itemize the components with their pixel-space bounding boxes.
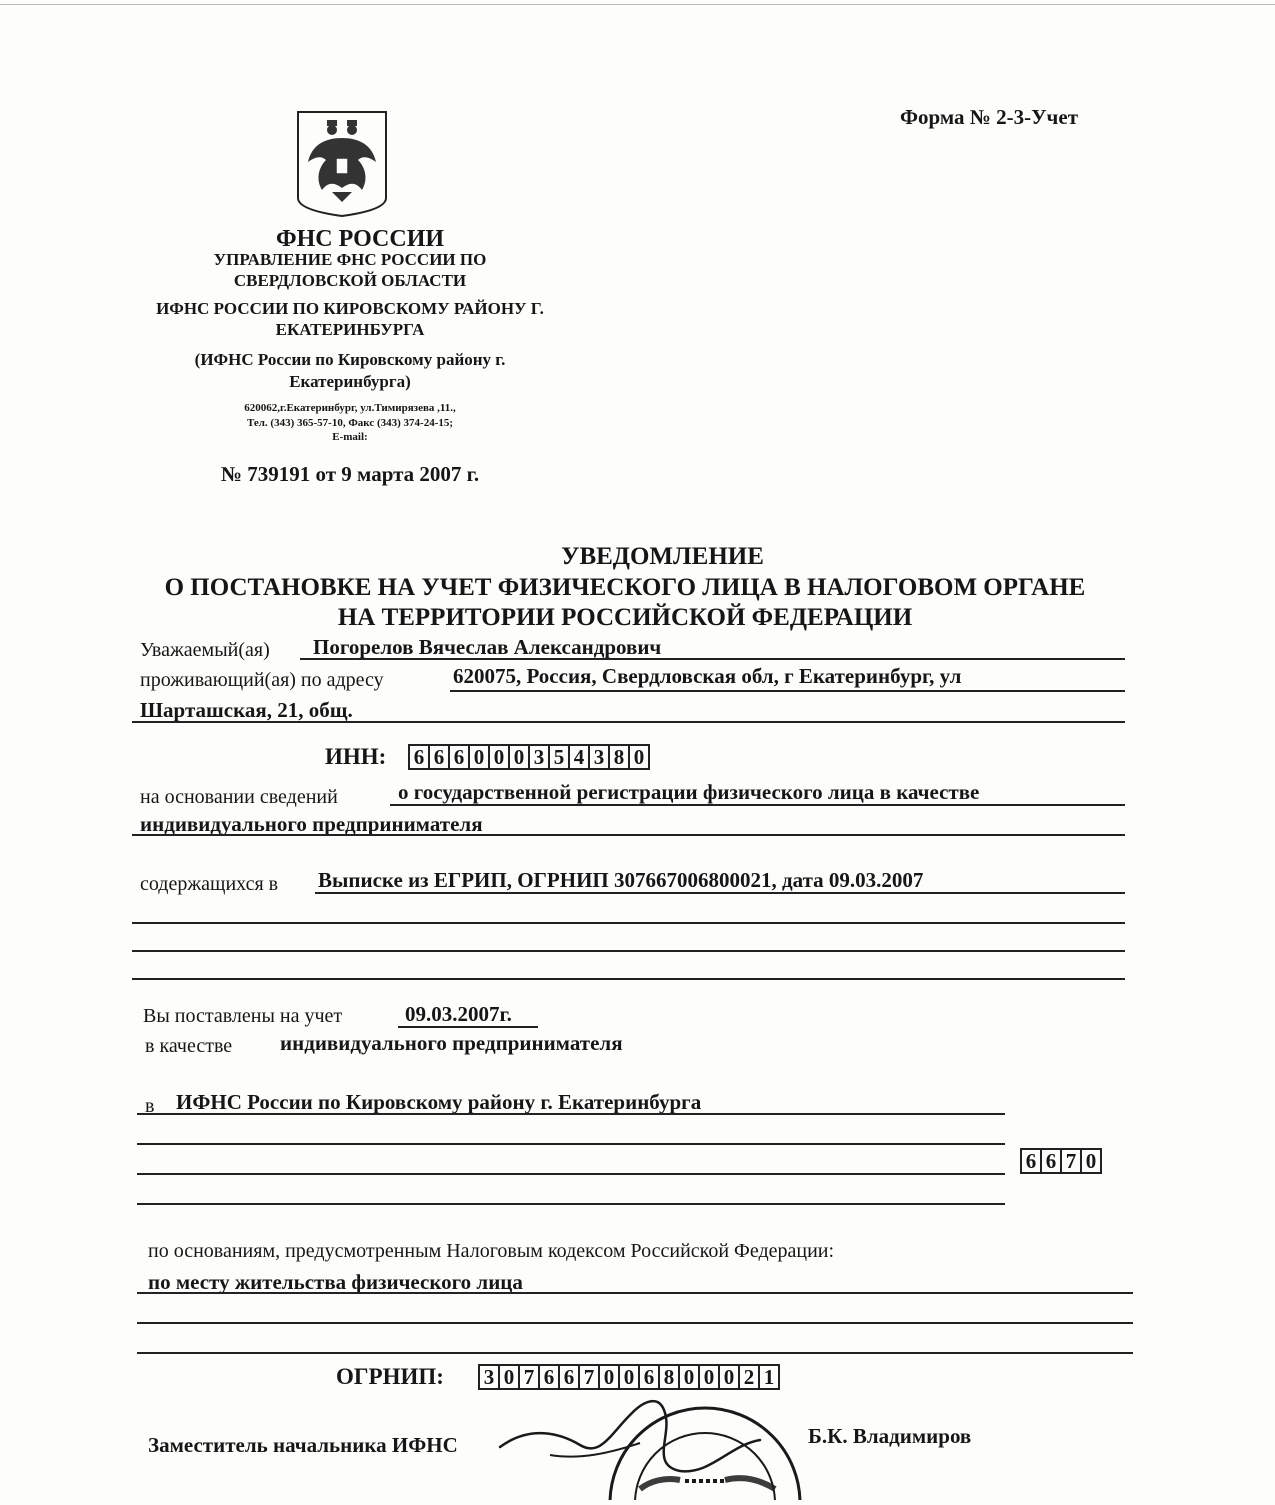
ogrnip-digit: 7 bbox=[580, 1366, 600, 1388]
grounds-blank-line-1 bbox=[137, 1322, 1133, 1324]
inspection-code-digit: 6 bbox=[1042, 1150, 1062, 1172]
addressee-label: Уважаемый(ая) bbox=[140, 639, 270, 661]
grounds-underline bbox=[137, 1292, 1133, 1294]
inn-digit: 4 bbox=[570, 746, 590, 768]
signature-and-stamp bbox=[490, 1385, 890, 1500]
inn-digit: 3 bbox=[590, 746, 610, 768]
ogrnip-digit: 3 bbox=[480, 1366, 500, 1388]
inn-label: ИНН: bbox=[325, 744, 387, 769]
basis-value-1: о государственной регистрации физического лица в качестве bbox=[398, 780, 980, 804]
ogrnip-digit: 0 bbox=[500, 1366, 520, 1388]
title-line-3: НА ТЕРРИТОРИИ РОССИЙСКОЙ ФЕДЕРАЦИИ bbox=[337, 604, 913, 631]
addressee-name: Погорелов Вячеслав Александрович bbox=[313, 635, 662, 659]
registration-date: 09.03.2007г. bbox=[405, 1002, 512, 1026]
ogrnip-digit: 0 bbox=[600, 1366, 620, 1388]
addressee-underline bbox=[300, 658, 1125, 660]
address-underline-1 bbox=[450, 690, 1125, 692]
inspection-code-digit: 6 bbox=[1022, 1150, 1042, 1172]
inspection-line-2: ЕКАТЕРИНБУРГА bbox=[275, 320, 425, 339]
ogrnip-digit: 0 bbox=[620, 1366, 640, 1388]
grounds-label: по основаниям, предусмотренным Налоговым кодексом Российской Федерации: bbox=[148, 1240, 835, 1262]
office-phones: Тел. (343) 365-57-10, Факс (343) 374-24-15; bbox=[246, 417, 454, 429]
inspection-blank-line-3 bbox=[137, 1203, 1005, 1205]
ogrnip-digit: 6 bbox=[560, 1366, 580, 1388]
ogrnip-digit: 2 bbox=[740, 1366, 760, 1388]
document-number: № 739191 от 9 марта 2007 г. bbox=[220, 462, 480, 486]
grounds-blank-line-2 bbox=[137, 1352, 1133, 1354]
as-value: индивидуального предпринимателя bbox=[280, 1031, 623, 1055]
inn-digit: 0 bbox=[510, 746, 530, 768]
source-underline bbox=[315, 892, 1125, 894]
ogrnip-digit: 6 bbox=[540, 1366, 560, 1388]
inn-digit: 0 bbox=[633, 745, 645, 769]
title-line-2: О ПОСТАНОВКЕ НА УЧЕТ ФИЗИЧЕСКОГО ЛИЦА В НАЛОГОВОМ ОРГАНЕ bbox=[164, 574, 1086, 601]
registration-date-underline bbox=[398, 1026, 538, 1028]
ogrnip-digit: 6 bbox=[640, 1366, 660, 1388]
address-label: проживающий(ая) по адресу bbox=[140, 669, 384, 691]
inn-digit: 6 bbox=[410, 746, 430, 768]
blank-line-3 bbox=[132, 978, 1125, 980]
scan-edge bbox=[0, 4, 1275, 5]
inn-digit: 8 bbox=[610, 746, 630, 768]
inspection-blank-line-1 bbox=[137, 1143, 1005, 1145]
inspection-line-1: ИФНС РОССИИ ПО КИРОВСКОМУ РАЙОНУ Г. bbox=[156, 299, 544, 318]
basis-underline-2 bbox=[132, 834, 1125, 836]
inn-digit: 6 bbox=[450, 746, 470, 768]
title-line-1: УВЕДОМЛЕНИЕ bbox=[561, 543, 764, 570]
office-email-label: E-mail: bbox=[332, 431, 368, 443]
inn-digit: 0 bbox=[470, 746, 490, 768]
short-name-line-1: (ИФНС России по Кировскому району г. bbox=[194, 350, 506, 369]
short-name-line-2: Екатеринбурга) bbox=[289, 372, 411, 391]
inn-digit: 3 bbox=[530, 746, 550, 768]
ogrnip-label: ОГРНИП: bbox=[336, 1364, 444, 1389]
inspection-code-digit: 7 bbox=[1062, 1150, 1082, 1172]
inspection-underline bbox=[137, 1113, 1005, 1115]
ogrnip-digit: 0 bbox=[680, 1366, 700, 1388]
address-underline-2 bbox=[132, 721, 1125, 723]
office-address: 620062,г.Екатеринбург, ул.Тимирязева ,11., bbox=[244, 402, 456, 414]
address-line-1: 620075, Россия, Свердловская обл, г Екатеринбург, ул bbox=[453, 664, 962, 688]
form-number: Форма № 2-3-Учет bbox=[900, 105, 1079, 129]
blank-line-1 bbox=[132, 922, 1125, 924]
basis-value-2: индивидуального предпринимателя bbox=[140, 812, 483, 836]
coat-of-arms-emblem bbox=[296, 110, 388, 218]
grounds-value: по месту жительства физического лица bbox=[148, 1270, 523, 1294]
inn-digit: 0 bbox=[490, 746, 510, 768]
ogrnip-digit: 8 bbox=[660, 1366, 680, 1388]
ogrnip-digit: 1 bbox=[763, 1365, 775, 1389]
basis-label: на основании сведений bbox=[140, 786, 338, 808]
inn-digit: 5 bbox=[550, 746, 570, 768]
registered-label: Вы поставлены на учет bbox=[143, 1005, 343, 1027]
blank-line-2 bbox=[132, 950, 1125, 952]
inn-digit: 6 bbox=[430, 746, 450, 768]
inn-digit-boxes bbox=[408, 744, 650, 770]
ogrnip-digit: 0 bbox=[720, 1366, 740, 1388]
basis-underline-1 bbox=[390, 804, 1125, 806]
org-dept-line-2: СВЕРДЛОВСКОЙ ОБЛАСТИ bbox=[233, 271, 467, 290]
source-label: содержащихся в bbox=[140, 873, 279, 895]
signatory-name: Б.К. Владимиров bbox=[808, 1424, 972, 1448]
address-line-2: Шарташская, 21, общ. bbox=[140, 698, 353, 722]
inspection-code-digit: 0 bbox=[1085, 1149, 1097, 1173]
ogrnip-digit: 0 bbox=[700, 1366, 720, 1388]
inspection-value: ИФНС России по Кировскому району г. Екатеринбурга bbox=[176, 1090, 702, 1114]
inspection-code-boxes bbox=[1020, 1148, 1102, 1174]
in-label: в bbox=[145, 1095, 155, 1117]
org-main-title: ФНС РОССИИ bbox=[275, 226, 445, 252]
signatory-position: Заместитель начальника ИФНС bbox=[148, 1433, 458, 1457]
as-label: в качестве bbox=[145, 1035, 233, 1057]
org-dept-line-1: УПРАВЛЕНИЕ ФНС РОССИИ ПО bbox=[213, 250, 487, 269]
ogrnip-digit: 7 bbox=[520, 1366, 540, 1388]
inspection-blank-line-2 bbox=[137, 1173, 1005, 1175]
source-value: Выписке из ЕГРИП, ОГРНИП 307667006800021, дата 09.03.2007 bbox=[318, 868, 924, 892]
